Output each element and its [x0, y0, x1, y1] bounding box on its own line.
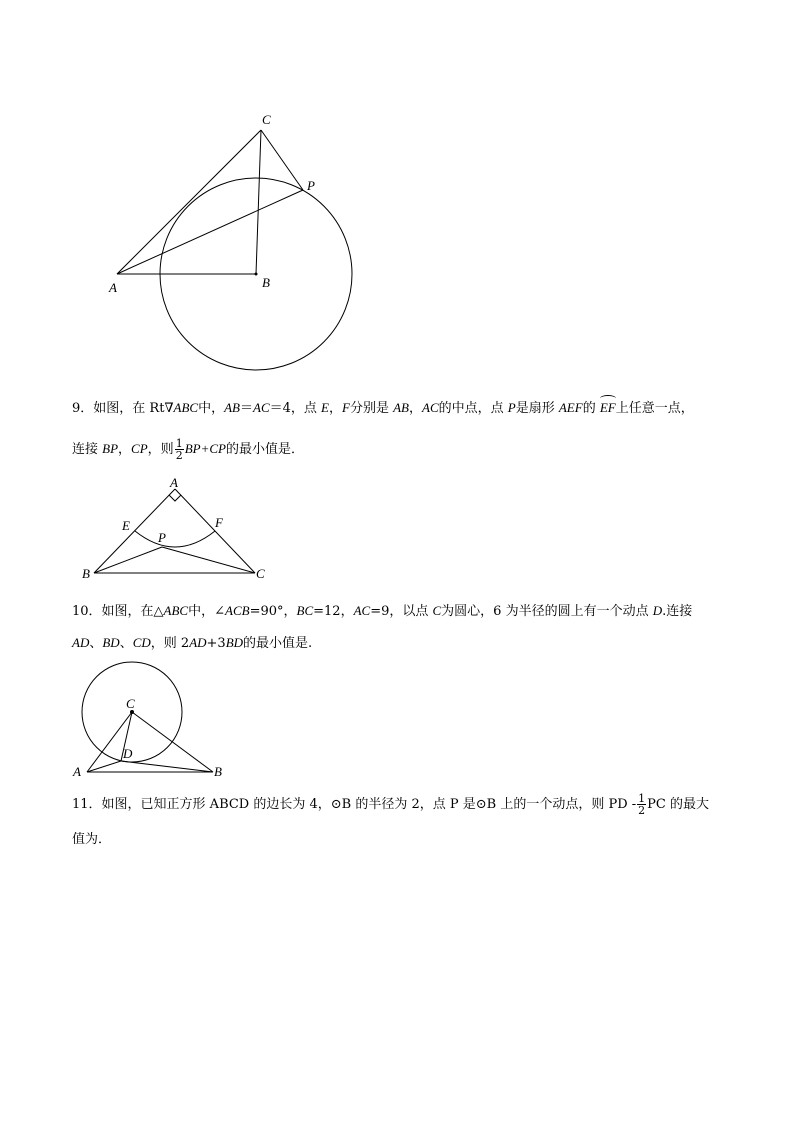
q9-text: ，	[328, 401, 342, 416]
arc-ef	[135, 531, 215, 547]
q10-var: ACB	[225, 603, 250, 618]
point-b	[255, 273, 258, 276]
q9-text: 如图，在 Rt	[93, 401, 165, 416]
q9-text: 的最小值是．	[225, 442, 304, 457]
q9-frac-den: 2	[175, 449, 183, 462]
segment-cp	[162, 547, 255, 573]
label-e: E	[122, 518, 130, 533]
label-d: D	[123, 746, 133, 761]
q9-line1	[72, 398, 694, 419]
label-f: F	[215, 515, 223, 530]
q9-var: P	[507, 400, 516, 415]
q9-expr: BP+CP	[184, 441, 226, 456]
q10-var: CD	[132, 635, 151, 650]
q10-text: ，则 2	[150, 636, 190, 651]
q9-var: BP	[102, 441, 119, 456]
q10-text: 、	[119, 636, 133, 651]
q10-text: 、	[89, 636, 103, 651]
q9-text: ＝4，点	[269, 401, 322, 416]
q10-text: .连接	[662, 604, 693, 619]
q10-text: =9，以点	[370, 604, 433, 619]
label-a: A	[109, 280, 117, 295]
q10-text: +3	[206, 636, 226, 651]
q9-text: ，则	[147, 442, 174, 457]
label-c: C	[126, 696, 135, 711]
q10-var: ABC	[163, 603, 189, 618]
segment-cp	[261, 130, 303, 190]
figure-triangle-circle	[100, 110, 370, 375]
q9-frac-num: 1	[175, 437, 183, 450]
segment-ac	[117, 130, 261, 274]
segment-ap	[117, 190, 303, 274]
q11-fraction	[637, 793, 646, 816]
q9-line2	[72, 438, 304, 461]
q9-text: ＝	[239, 401, 253, 416]
segment-bc	[132, 712, 213, 772]
q9-text: 中，	[198, 401, 225, 416]
q9-var: E	[321, 400, 329, 415]
q9-var: AEF	[558, 400, 583, 415]
q10-text: =12，	[313, 604, 354, 619]
q9-text: ，	[408, 401, 422, 416]
q9-text: ，	[118, 442, 132, 457]
q10-var: AC	[353, 603, 371, 618]
label-b: B	[214, 764, 222, 779]
q10-number: 10．	[72, 604, 102, 619]
q9-var: AC	[253, 400, 270, 415]
q9-text: 的中点，点	[438, 401, 508, 416]
label-c: C	[262, 112, 271, 127]
q9-text: 是扇形	[515, 401, 559, 416]
q9-var: F	[342, 400, 350, 415]
q11-text: 值为．	[72, 832, 112, 847]
q10-line1	[72, 601, 692, 622]
label-p: P	[158, 530, 166, 545]
q11-text: PC 的最大	[647, 797, 709, 812]
q11-text: 11．如图，已知正方形 ABCD 的边长为 4，⊙B 的半径为 2，点 P 是⊙B 上的一个动点，则 PD -	[72, 797, 637, 812]
q10-text: =90°，	[249, 604, 297, 619]
q10-var: BC	[296, 603, 314, 618]
q9-text: 上任意一点，	[615, 401, 694, 416]
q10-var: AD	[189, 635, 207, 650]
q10-var: BD	[102, 635, 120, 650]
q10-text: 中，∠	[188, 604, 226, 619]
q9-text: 分别是	[349, 401, 394, 416]
q9-var: AB	[224, 400, 240, 415]
figure-circle-triangle	[65, 660, 235, 785]
q10-text: 如图，在△	[101, 604, 164, 619]
q11-line2	[72, 830, 111, 850]
q11-frac-num: 1	[638, 792, 646, 805]
label-c: C	[256, 566, 265, 581]
q10-line2	[72, 633, 312, 654]
q9-fraction	[175, 438, 184, 461]
q10-var: C	[432, 603, 442, 618]
q9-var: AB	[393, 400, 409, 415]
label-p: P	[307, 178, 315, 193]
q9-text: 连接	[72, 442, 103, 457]
q10-var: AD	[72, 635, 90, 650]
q9-text: 的	[582, 401, 600, 416]
figure-triangle-sector	[80, 475, 280, 585]
q9-triangle: ∇ABC	[164, 400, 199, 415]
label-a: A	[73, 764, 81, 779]
q9-var: AC	[422, 400, 439, 415]
q10-var: D	[652, 603, 663, 618]
segment-bc	[256, 130, 261, 274]
q9-arc-ef: EF	[600, 398, 616, 418]
q11-frac-den: 2	[638, 804, 646, 817]
label-b: B	[82, 566, 90, 581]
label-a: A	[170, 475, 178, 490]
q10-var: BD	[225, 635, 244, 650]
right-angle-mark	[169, 495, 181, 501]
segment-ad	[87, 761, 121, 772]
q9-number: 9．	[72, 401, 94, 416]
q10-text: 为圆心，6 为半径的圆上有一个动点	[441, 604, 653, 619]
q10-text: 的最小值是.	[243, 636, 313, 651]
q11-line1	[72, 793, 709, 816]
segment-bp	[94, 547, 162, 573]
segment-bd	[121, 761, 213, 772]
q9-var: CP	[131, 441, 148, 456]
label-b: B	[262, 275, 270, 290]
